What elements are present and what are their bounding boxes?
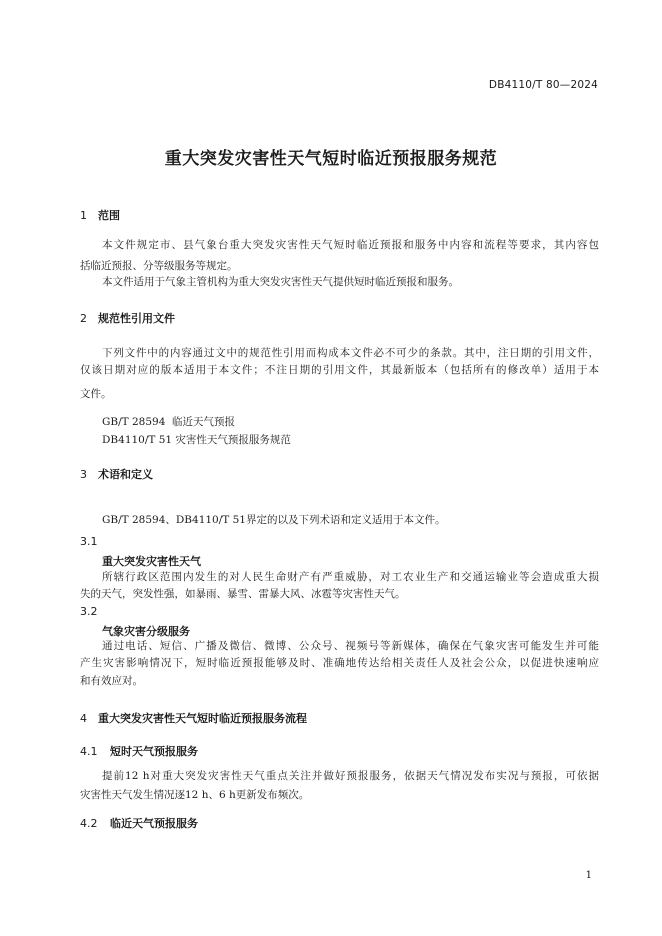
definition-line: 失的天气，突发性强，如暴雨、暴雪、雷暴大风、冰雹等灾害性天气。 [80,588,406,600]
document-title: 重大突发灾害性天气短时临近预报服务规范 [164,149,498,169]
term-title: 气象灾害分级服务 [102,625,190,638]
normative-reference: GB/T 28594 临近天气预报 [102,416,236,428]
section-title: 术语和定义 [98,468,153,481]
paragraph-line: 括临近预报、分等级服务等规定。 [80,260,238,272]
section-1-heading [80,207,120,223]
section-number: 3 [80,468,87,481]
term-title: 重大突发灾害性天气 [102,555,201,568]
section-2-heading [80,310,175,326]
subsection-4-1-heading [80,743,198,759]
paragraph-line: 仅该日期对应的版本适用于本文件；不注日期的引用文件，其最新版本（包括所有的修改单）适用于本 [80,364,599,376]
page-number: 1 [585,870,592,881]
subsection-4-2-heading [80,815,198,831]
paragraph-line: GB/T 28594、DB4110/T 51界定的以及下列术语和定义适用于本文件。 [102,514,446,526]
definition-line: 产生灾害影响情况下，短时临近预报能够及时、准确地传达给相关责任人及社会公众，以促进快速响应 [80,657,599,669]
section-title: 重大突发灾害性天气短时临近预报服务流程 [98,712,307,725]
paragraph-line: 文件。 [80,388,112,400]
paragraph-line: 提前12 h对重大突发灾害性天气重点关注并做好预报服务，依据天气情况发布实况与预报，可依据 [102,770,599,782]
paragraph-line: 灾害性天气发生情况逐12 h、6 h更新发布频次。 [80,789,310,801]
section-number: 2 [80,312,87,325]
term-number: 3.2 [80,605,98,618]
subsection-number: 4.2 [80,817,98,830]
definition-line: 所辖行政区范围内发生的对人民生命财产有严重威胁，对工农业生产和交通运输业等会造成重大损 [102,571,599,583]
subsection-number: 4.1 [80,745,98,758]
section-4-heading [80,710,307,726]
section-number: 4 [80,712,87,725]
section-3-heading [80,466,153,482]
section-number: 1 [80,209,87,222]
paragraph-line: 本文件规定市、县气象台重大突发灾害性天气短时临近预报和服务中内容和流程等要求，其内容包 [102,239,599,251]
subsection-title: 临近天气预报服务 [110,817,198,830]
normative-reference: DB4110/T 51 灾害性天气预报服务规范 [102,434,291,446]
section-title: 规范性引用文件 [98,312,175,325]
standard-number: DB4110/T 80—2024 [488,79,598,91]
section-title: 范围 [98,209,120,222]
definition-line: 和有效应对。 [80,675,143,687]
paragraph-line: 本文件适用于气象主管机构为重大突发灾害性天气提供短时临近预报和服务。 [102,276,459,288]
definition-line: 通过电话、短信、广播及微信、微博、公众号、视频号等新媒体，确保在气象灾害可能发生并可能 [102,640,599,652]
subsection-title: 短时天气预报服务 [110,745,198,758]
paragraph-line: 下列文件中的内容通过文中的规范性引用而构成本文件必不可少的条款。其中，注日期的引用文件， [102,347,599,359]
term-number: 3.1 [80,535,98,548]
